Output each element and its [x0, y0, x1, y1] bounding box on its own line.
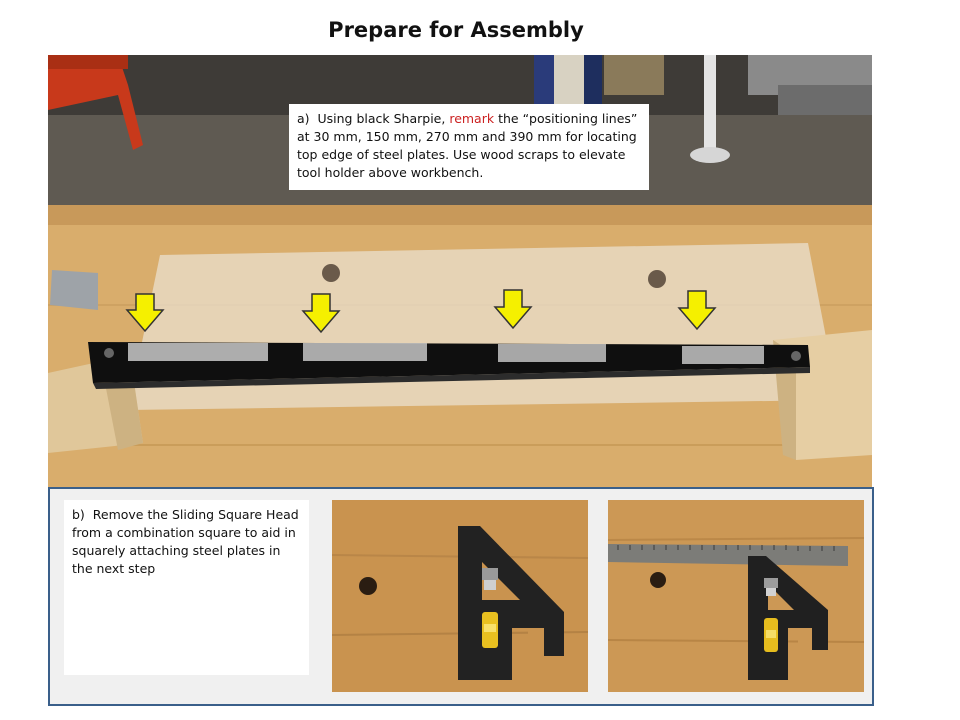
- step-a-text-after: the “positioning lines” at 30 mm, 150 mm, 270 mm and 390 mm for locating top edge of steel plates. Use wood scraps to elevate tool holder above workbench.: [297, 111, 638, 180]
- square-head-image: [332, 500, 588, 692]
- combination-square-image: [608, 500, 864, 692]
- square-head-photo: [332, 500, 588, 692]
- step-b-marker: b): [72, 507, 85, 522]
- step-a-callout: [289, 104, 649, 190]
- step-b-text: Remove the Sliding Square Head from a combination square to aid in squarely attaching steel plates in the next step: [72, 507, 299, 576]
- combination-square-photo: [608, 500, 864, 692]
- step-a-marker: a): [297, 111, 310, 126]
- step-a-text-before: Using black Sharpie,: [317, 111, 450, 126]
- step-a-highlight: remark: [449, 111, 495, 126]
- step-b-callout: [64, 500, 309, 675]
- slide-title: Prepare for Assembly: [328, 18, 584, 42]
